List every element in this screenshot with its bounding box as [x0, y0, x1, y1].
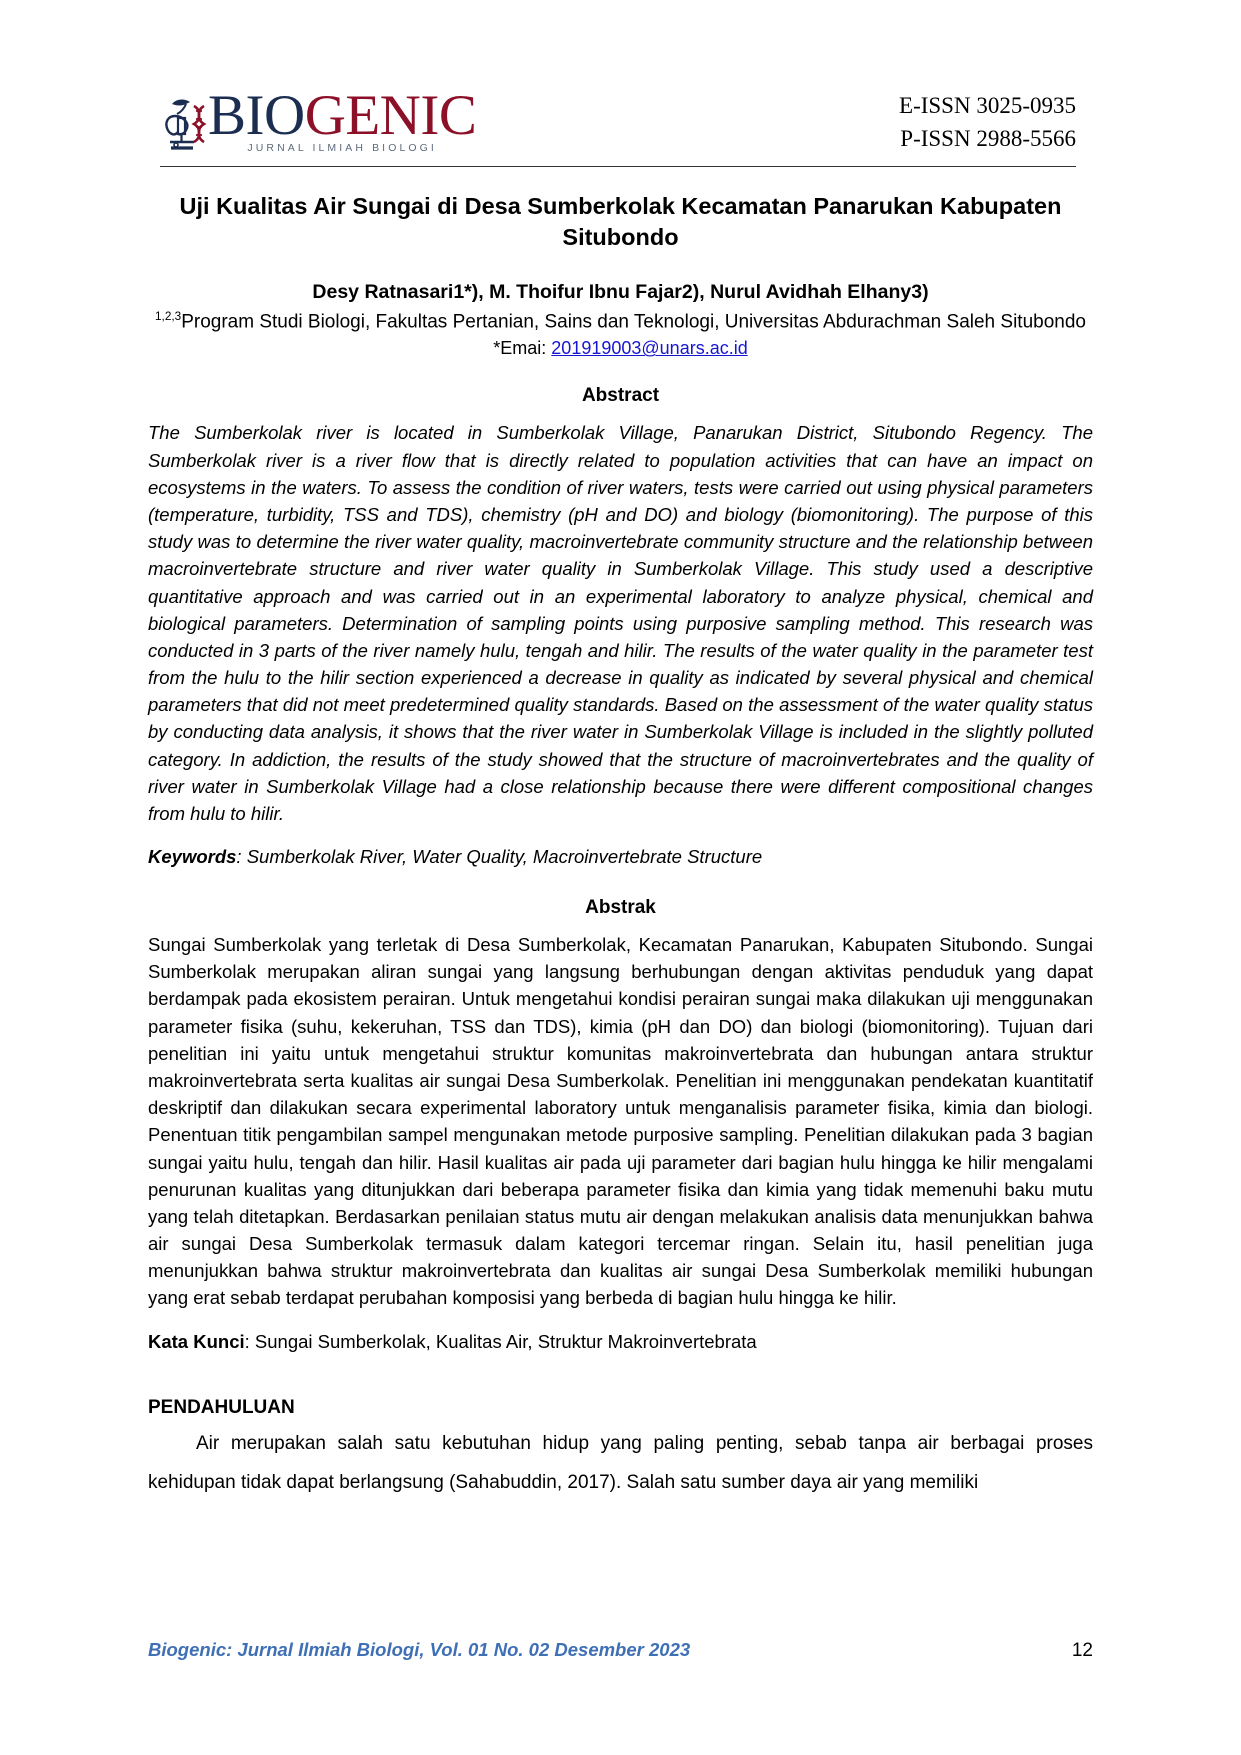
journal-wordmark	[208, 84, 477, 155]
article-content	[148, 191, 1093, 1503]
keywords-label-en: Keywords	[148, 846, 237, 868]
abstract-heading-id: Abstrak	[585, 897, 656, 919]
biogenic-emblem-icon	[160, 96, 212, 154]
pissn-line: P-ISSN 2988-5566	[900, 125, 1076, 151]
keywords-value-id: : Sungai Sumberkolak, Kualitas Air, Struktur Makroinvertebrata	[244, 1330, 757, 1352]
keywords-en	[148, 844, 1093, 871]
introduction-heading: PENDAHULUAN	[148, 1397, 295, 1419]
footer-citation: Biogenic: Jurnal Ilmiah Biologi, Vol. 01 No. 02 Desember 2023	[148, 1639, 691, 1660]
author-list	[148, 280, 1093, 305]
keywords-id	[148, 1329, 1093, 1356]
journal-tagline: JURNAL ILMIAH BIOLOGI	[247, 142, 437, 155]
journal-logo	[160, 84, 477, 155]
article-title: Uji Kualitas Air Sungai di Desa Sumberkolak Kecamatan Panarukan Kabupaten Situbondo	[179, 193, 1062, 251]
author-names: Desy Ratnasari1*), M. Thoifur Ibnu Fajar2), Nurul Avidhah Elhany3)	[312, 281, 929, 304]
corresponding-email-line	[148, 338, 1093, 359]
affiliation	[148, 309, 1093, 335]
email-link[interactable]: 201919003@unars.ac.id	[551, 338, 748, 359]
masthead	[160, 0, 1076, 167]
journal-name	[208, 84, 477, 147]
abstract-body-id: Sungai Sumberkolak yang terletak di Desa Sumberkolak, Kecamatan Panarukan, Kabupaten Situbondo. Sungai Sumberkolak merupakan aliran sungai yang langsung berhubungan dengan aktivitas penduduk yang dapat berdampak pada ekosistem perairan. Untuk mengetahui kondisi perairan sungai maka dilakukan uji menggunakan parameter fisika (suhu, kekeruhan, TSS dan TDS), kimia (pH dan DO) dan biologi (biomonitoring). Tujuan dari penelitian ini yaitu untuk mengetahui struktur komunitas makroinvertebrata dan hubungan antara struktur makroinvertebrata serta kualitas air sungai Desa Sumberkolak. Penelitian ini menggunakan pendekatan kuantitatif deskriptif dan dilakukan secara experimental laboratory untuk menganalisis parameter fisika, kimia dan biologi. Penentuan titik pengambilan sampel mengunakan metode purposive sampling. Penelitian dilakukan pada 3 bagian sungai yaitu hulu, tengah dan hilir. Hasil kualitas air pada uji parameter dari bagian hulu hingga ke hilir mengalami penurunan kualitas yang ditunjukkan dari beberapa parameter fisika dan kimia yang tidak memenuhi baku mutu yang telah ditetapkan. Berdasarkan penilaian status mutu air dengan melakukan analisis data menunjukkan bahwa air sungai Desa Sumberkolak termasuk dalam kategori tercemar ringan. Selain itu, hasil penelitian juga menunjukkan bahwa struktur makroinvertebrata dan kualitas air sungai Desa Sumberkolak memiliki hubungan yang erat sebab terdapat perubahan komposisi yang berbeda di bagian hulu hingga ke hilir.	[148, 934, 1093, 1309]
logo-letters-io: IO	[245, 84, 305, 147]
eissn-line: E-ISSN 3025-0935	[899, 93, 1076, 118]
abstract-heading-en: Abstract	[581, 385, 660, 407]
issn-block	[899, 88, 1076, 155]
affiliation-marker: 1,2,3	[155, 310, 182, 324]
logo-letters-genic: GENIC	[304, 84, 477, 147]
logo-letter-b: B	[208, 84, 246, 147]
keywords-label-id: Kata Kunci	[148, 1330, 245, 1352]
introduction-paragraph: Air merupakan salah satu kebutuhan hidup yang paling penting, sebab tanpa air berbagai proses kehidupan tidak dapat berlangsung (Sahabuddin, 2017). Salah satu sumber daya air yang memiliki	[148, 1433, 1093, 1494]
email-label: *Emai:	[493, 338, 552, 359]
abstract-body-en: The Sumberkolak river is located in Sumberkolak Village, Panarukan District, Situbondo Regency. The Sumberkolak river is a river flow that is directly related to population activities that can have an impact on ecosystems in the waters. To assess the condition of river waters, tests were carried out using physical parameters (temperature, turbidity, TSS and TDS), chemistry (pH and DO) and biology (biomonitoring). The purpose of this study was to determine the river water quality, macroinvertebrate community structure and the relationship between macroinvertebrate structure and river water quality in Sumberkolak Village. This study used a descriptive quantitative approach and was carried out in an experimental laboratory to analyze physical, chemical and biological parameters. Determination of sampling points using purposive sampling method. This research was conducted in 3 parts of the river namely hulu, tengah and hilir. The results of the water quality in the parameter test from the hulu to the hilir section experienced a decrease in quality as indicated by several physical and chemical parameters that did not meet predetermined quality standards. Based on the assessment of the water quality status by conducting data analysis, it shows that the river water in Sumberkolak Village is included in the slightly polluted category. In addiction, the results of the study showed that the structure of macroinvertebrates and the quality of river water in Sumberkolak Village had a close relationship because there were different compositional changes from hulu to hilir.	[148, 422, 1093, 825]
footer-page-number: 12	[1071, 1640, 1093, 1661]
affiliation-text: Program Studi Biologi, Fakultas Pertanian, Sains dan Teknologi, Universitas Abdurachman Saleh Situbondo	[181, 311, 1086, 333]
keywords-value-en: : Sumberkolak River, Water Quality, Macroinvertebrate Structure	[236, 846, 763, 868]
page-footer	[148, 1639, 1093, 1662]
